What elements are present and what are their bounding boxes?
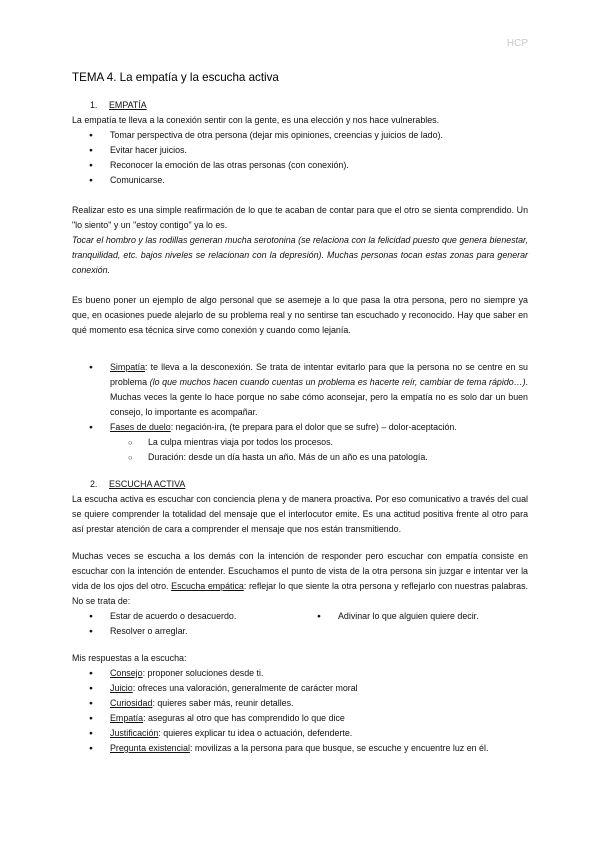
list-item: ● Tomar perspectiva de otra persona (dejar mis opiniones, creencias y juicios de lado). <box>72 128 528 143</box>
sub-list-item: ○ Duración: desde un día hasta un año. Más de un año es una patología. <box>72 450 528 465</box>
term-description: : proponer soluciones desde ti. <box>142 668 264 678</box>
list-item-simpatia <box>72 360 528 420</box>
escucha-text-a: Muchas veces se escucha a los demás con la intención de responder pero escuchar con empatía consiste en escuchar con la intención de entender. Escuchamos el punto de vista de la otra persona sin juzgar e intentar ver la vida de los ojos del otro. <box>72 551 528 591</box>
list-item: ● Estar de acuerdo o desacuerdo. <box>72 609 300 624</box>
list-item: ● Comunicarse. <box>72 173 528 188</box>
simpatia-text-1: : te lleva a la desconexión. Se trata de intentar evitarlo para que la persona no se centre en su problema <box>110 362 528 387</box>
empatia-bullets <box>72 128 528 188</box>
term-curiosidad: Curiosidad <box>110 698 153 708</box>
list-item: ● Adivinar lo que alguien quiere decir. <box>300 609 528 624</box>
duelo-sub-list <box>72 435 528 465</box>
list-item: ● Reconocer la emoción de las otras personas (con conexión). <box>72 158 528 173</box>
list-item <box>72 711 528 726</box>
section-1-heading <box>90 98 528 113</box>
escucha-empatica-paragraph <box>72 549 528 609</box>
term-description: : aseguras al otro que has comprendido lo que dice <box>143 713 345 723</box>
term-simpatia: Simpatía <box>110 362 146 372</box>
term-juicio: Juicio <box>110 683 133 693</box>
term-description: : quieres saber más, reunir detalles. <box>152 698 294 708</box>
respuestas-list <box>72 666 528 756</box>
term-justificacion: Justificación <box>110 728 159 738</box>
no-se-trata-left <box>72 609 300 639</box>
term-consejo: Consejo <box>110 668 143 678</box>
term-empatia: Empatía <box>110 713 144 723</box>
section-2-heading <box>90 477 528 492</box>
sub-list-item: ○ La culpa mientras viaja por todos los procesos. <box>72 435 528 450</box>
simpatia-list <box>72 360 528 435</box>
escucha-text-b: : reflejar lo que siente la otra persona y reflejarlo con nuestras palabras. No se trata de: <box>72 581 528 606</box>
serotonina-paragraph: Tocar el hombro y las rodillas generan mucha serotonina (se relaciona con la felicidad puesto que genera bienestar, tranquilidad, etc. bajos niveles se relacionan con la depresión). Muchas personas tocan estas zonas para generar conexión. <box>72 235 528 275</box>
document-body <box>72 70 528 756</box>
term-escucha-empatica: Escucha empática <box>171 581 244 591</box>
list-item <box>72 681 528 696</box>
section-2-number: 2. <box>90 479 98 489</box>
term-fases-duelo: Fases de duelo <box>110 422 171 432</box>
section-1-title: EMPATÍA <box>109 100 147 110</box>
simpatia-text-2: . Muchas veces la gente lo hace porque no sabe cómo aconsejar, pero la empatía no es solo dar un buen consejo, lo importante es acompañar. <box>110 377 528 417</box>
list-item: ● Resolver o arreglar. <box>72 624 300 639</box>
list-item: ● Evitar hacer juicios. <box>72 143 528 158</box>
list-item-duelo <box>72 420 528 435</box>
list-item <box>72 741 528 756</box>
section-1-number: 1. <box>90 100 98 110</box>
term-pregunta-existencial: Pregunta existencial <box>110 743 190 753</box>
section-2-title: ESCUCHA ACTIVA <box>109 479 186 489</box>
term-description: : movilizas a la persona para que busque, se escuche y encuentre luz en él. <box>189 743 489 753</box>
term-description: : quieres explicar tu idea o actuación, defenderte. <box>158 728 353 738</box>
list-item <box>72 666 528 681</box>
empatia-intro: La empatía te lleva a la conexión sentir con la gente, es una elección y nos hace vulnerables. <box>72 115 440 125</box>
escucha-activa-paragraph: La escucha activa es escuchar con conciencia plena y de manera proactiva. Por eso comunicativo a través del cual se quiere comprender la totalidad del mensaje que el interlocutor emite. Es una actitud positiva frente al otro para así prestar atención de cara a comprender el mensaje que nos están transmitiendo. <box>72 494 528 534</box>
reafirmacion-paragraph: Realizar esto es una simple reafirmación de lo que te acaban de contar para que el otro se sienta comprendido. Un "lo siento" y un "estoy contigo" ya lo es. <box>72 205 528 230</box>
respuestas-title: Mis respuestas a la escucha: <box>72 653 187 663</box>
page-header: HCP <box>506 38 528 49</box>
no-se-trata-right <box>300 609 528 624</box>
term-description: : ofreces una valoración, generalmente de carácter moral <box>132 683 358 693</box>
no-se-trata-columns <box>72 609 528 639</box>
list-item <box>72 696 528 711</box>
duelo-text: : negación-ira, (te prepara para el dolor que se sufre) – dolor-aceptación. <box>170 422 457 432</box>
ejemplo-paragraph: Es bueno poner un ejemplo de algo personal que se asemeje a lo que pasa la otra persona, pero no siempre ya que, en ocasiones puede alejarlo de su problema real y no sentirse tan escuchado y reconocido. Hay que saber en qué momento esa técnica sirve como conexión y cuando como lejanía. <box>72 295 528 335</box>
list-item <box>72 726 528 741</box>
page-title: TEMA 4. La empatía y la escucha activa <box>72 71 279 84</box>
simpatia-italic: (lo que muchos hacen cuando cuentas un problema es hacerte reír, cambiar de tema rápido…) <box>149 377 526 387</box>
